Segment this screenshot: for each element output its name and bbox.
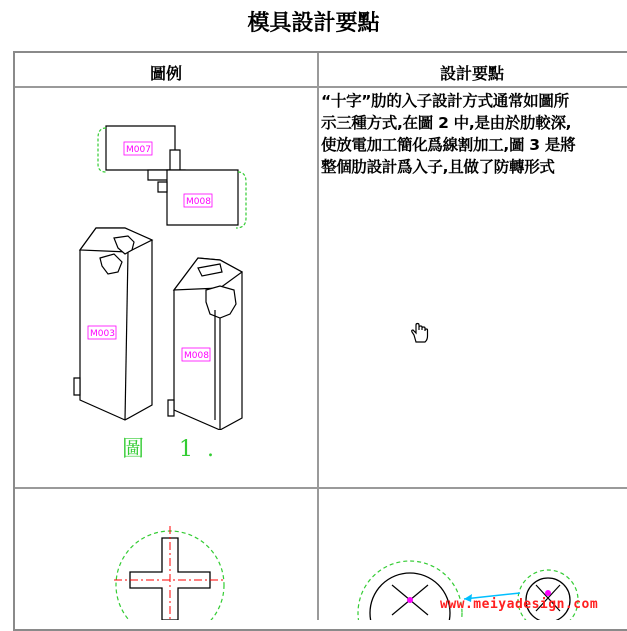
header-example: 圖例 <box>149 64 182 83</box>
figure-1-drawing <box>70 120 250 430</box>
description-line: 示三種方式,在圖 2 中,是由於肋較深, <box>321 114 572 132</box>
figure-2-cross-drawing <box>100 520 240 620</box>
part-label: M003 <box>90 329 115 339</box>
figure-caption: 圖 1. <box>122 437 228 462</box>
header-design-points: 設計要點 <box>439 64 504 83</box>
description-line: “十字”肋的入子設計方式通常如圖所 <box>321 92 569 110</box>
watermark: www.meiyadesign.com <box>440 597 599 612</box>
header-divider <box>15 86 627 88</box>
hand-cursor-icon <box>410 322 430 344</box>
description-line: 使放電加工簡化爲線割加工,圖 3 是將 <box>321 136 576 154</box>
description-line: 整個肋設計爲入子,且做了防轉形式 <box>321 158 555 176</box>
part-label: M008 <box>186 197 211 207</box>
page-title: 模具設計要點 <box>247 11 380 36</box>
column-divider <box>317 53 319 620</box>
part-label: M008 <box>184 351 209 361</box>
row-divider <box>15 487 627 489</box>
part-label: M007 <box>126 145 151 155</box>
design-description <box>321 90 621 178</box>
